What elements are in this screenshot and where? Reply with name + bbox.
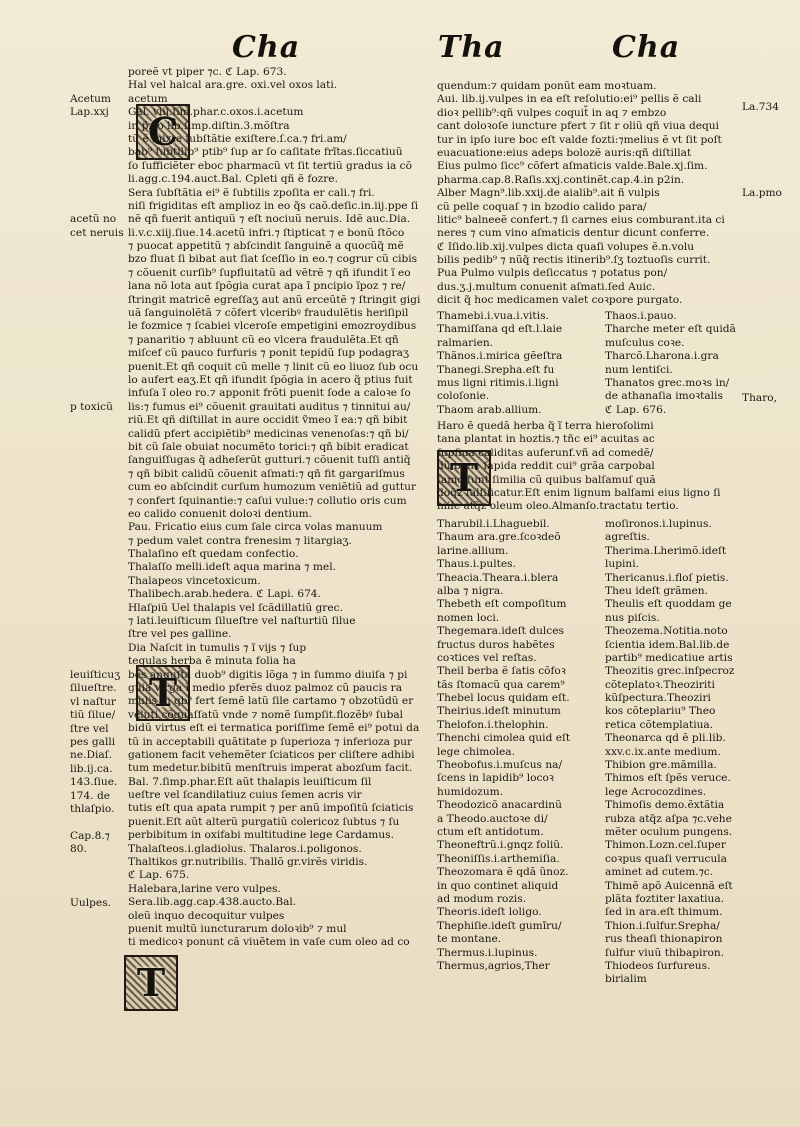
glossary-entry-left: Theoniſſis.i.arthemiſia. — [437, 852, 560, 865]
text-line: tegulas herba ẽ minuta folia ha — [128, 655, 296, 668]
glossary-row — [437, 390, 737, 403]
text-line: tũ ẽ mixte ſubſtãtie exiſtere.ſ.ca.⁊ fri.am/ — [128, 132, 347, 145]
glossary-row — [437, 545, 737, 558]
glossary-row — [437, 920, 737, 933]
text-line: tana plantat in hoztis.⁊ tñc ei⁹ acuitas ac — [437, 433, 655, 446]
text-line: oleũ inquo decoquitur vulpes — [128, 909, 285, 922]
glossary-entry-left: ralmarien. — [437, 336, 494, 349]
glossary-row — [437, 558, 737, 571]
glossary-row — [437, 759, 737, 772]
running-head-right: Cha — [612, 30, 681, 65]
text-line: bab⁹ ſubtilib⁹ ptib⁹ ſup ar ſo caſitate frĩtas.ſiccatiuũ — [128, 146, 403, 159]
text-line: cũ pelle coquaſ ⁊ in bzodio calido para/ — [437, 200, 647, 213]
glossary-entry-right: ſcientia idem.Bal.lib.de — [605, 638, 730, 651]
text-line: nẽ qñ fuerit antiquũ ⁊ eſt nociuũ neruis. Idẽ auc.Dia. — [128, 213, 411, 226]
text-line: Halebara,larine vero vulpes. — [128, 882, 281, 895]
glossary-entry-right: ℭ Lap. 676. — [605, 403, 667, 416]
margin-note: 143.ſiue. — [70, 776, 118, 789]
text-line: Aui. lib.ij.vulpes in ea eſt reſolutio:ei⁹ pellis ẽ cali — [437, 93, 702, 106]
glossary-row — [437, 350, 737, 363]
text-line: puenit.Et qñ coquit cũ melle ⁊ linit cũ eo liuoz ſub ocu — [128, 360, 419, 373]
margin-note: leuiſticuʒ — [70, 669, 121, 681]
glossary-entry-left: in quo continet aliquid — [437, 879, 559, 892]
glossary-entry-left: ſcens in lapidib⁹ locoꝛ — [437, 772, 554, 785]
text-line: bilis pedib⁹ ⁊ nũq̃ rectis itinerib⁹.ſʒ toztuoſis currit. — [437, 254, 711, 267]
glossary-entry-left: Tharubil.i.Lhaguebil. — [437, 518, 550, 530]
text-line: ſtre vel pes galline. — [128, 628, 232, 641]
text-line: niſi frigiditas eſt amplioz in eo q̃s caõ.deſic.in.iij.ppe ſi — [128, 199, 419, 212]
margin-note: ne.Diaſ. — [70, 749, 112, 762]
text-line: uã ſanguinolẽtã ⁊ cõfert vlceribꝰ fraudulẽtis heriſipil — [128, 307, 409, 320]
glossary-entry-left: te montane. — [437, 933, 502, 946]
text-line: neres ⁊ cum vino aſmaticis dentur dicunt conferre. — [437, 227, 710, 240]
glossary-entry-right: moſironos.i.lupinus. — [605, 518, 712, 530]
text-line: bzo fluat ſi bibat aut ſiat ſceſſio in eo.⁊ cogrur cũ cibis — [128, 253, 418, 266]
glossary-entry-left: lege chimolea. — [437, 745, 515, 758]
text-line: infuſa ĩ oleo ro.⁊ apponit frõti puenit ſode a caloꝛe ſo — [128, 387, 411, 400]
glossary-entry-left: Thephiſie.ideſt gumĩru/ — [437, 919, 562, 932]
glossary-entry-right: coꝛpus quaſi verrucula — [605, 852, 728, 865]
glossary-row — [437, 799, 737, 812]
text-line: Hal vel halcal ara.gre. oxi.vel oxos lati. — [128, 79, 338, 92]
glossary-row — [437, 585, 737, 598]
text-line: le fozmice ⁊ ſcabiei vlceroſe empetigini emozroydibus — [128, 320, 417, 333]
text-line: li.agg.c.194.auct.Bal. Cpleti qñ ẽ fozre. — [128, 173, 338, 186]
glossary-row — [437, 377, 737, 390]
margin-note: ſtre vel — [70, 722, 109, 735]
margin-note: acetũ no — [70, 213, 117, 226]
right-text-column-mid — [437, 420, 737, 520]
text-line: Sera.lib.agg.cap.438.aucto.Bal. — [128, 896, 297, 909]
glossary-entry-right: kos cõteplariu⁹ Theo — [605, 705, 716, 718]
text-line: quendum:⁊ quidam ponũt eam moꝛtuam. — [437, 80, 657, 92]
left-text-column — [128, 66, 428, 1056]
glossary-entry-right: Thanatos grec.moꝛs in/ — [605, 376, 730, 389]
text-line: ⁊ qñ bibit calidũ cõuenit aſmati:⁊ qñ fit gargariſmus — [128, 467, 405, 480]
glossary-row — [437, 960, 737, 973]
glossary-entry-right: kũſpectura.Theoziri — [605, 692, 711, 705]
text-line: Haro ẽ quedã herba q̃ ĩ terra hieroſolimi — [437, 420, 654, 432]
text-line: bit cũ ſale obuiat nocumẽto torici:⁊ qñ bibit eradicat — [128, 440, 409, 453]
text-line: tũ in acceptabili quãtitate p ſuperioza ⁊ inferioza pur — [128, 735, 413, 748]
glossary-entry-left: nomen loci. — [437, 611, 500, 624]
text-line: puenit multũ iuncturarum doloꝛib⁹ ⁊ mul — [128, 923, 347, 935]
glossary-row — [437, 652, 737, 665]
glossary-entry-left: Theobofus.i.muſcus na/ — [437, 759, 563, 772]
text-line: ⁊ pedum valet contra frenesim ⁊ litargiaʒ. — [128, 534, 352, 547]
text-line: riũ.Et qñ diſtillat in aure occidit ṽmeo ĩ ea:⁊ qñ bibit — [128, 414, 408, 427]
glossary-row — [437, 973, 737, 986]
text-line: mulis in qb⁹ fert ſemẽ latũ ſile cartamo ⁊ obzotũdũ er — [128, 695, 414, 708]
glossary-entry-right: rus theaſi thionapiron — [605, 933, 723, 946]
margin-note: tiũ ſilue/ — [70, 709, 116, 722]
text-line: dioꝛ pellib⁹:qñ vulpes coquit̃ in aq ⁊ embzo — [437, 106, 667, 119]
glossary-entry-right: retica cõtemplatiua. — [605, 718, 714, 731]
margin-note: vl naſtur — [70, 695, 116, 708]
glossary-entry-left: Theirius.ideſt minutum — [437, 705, 561, 718]
text-line: ⁊ confert ſquinantie:⁊ caſui vulue:⁊ collutio oris cum — [128, 494, 407, 507]
glossary-entry-left: Thaom arab.allium. — [437, 403, 542, 416]
glossary-row — [437, 531, 737, 544]
margin-note: Tharo, — [742, 392, 778, 404]
glossary-entry-right: plãta foztiter laxatiua. — [605, 892, 725, 905]
text-line: dus.ʒ.j.multum conuenit aſmati.ſed Auic. — [437, 280, 656, 293]
glossary-row — [437, 625, 737, 638]
text-line: ℭ Lap. 675. — [128, 869, 190, 882]
text-line: Thalapeos vincetoxicum. — [128, 574, 261, 587]
glossary-entry-left: Theozomara ẽ qdã ũnoz. — [437, 866, 569, 879]
glossary-entry-left: Thenchi cimolea quid eſt — [437, 732, 571, 745]
glossary-row — [437, 719, 737, 732]
glossary-entry-right: lupini. — [605, 558, 639, 571]
glossary-entry-left: larine.allium. — [437, 544, 509, 557]
text-line: Pua Pulmo vulpis deſiccatus ⁊ potatus pon/ — [437, 267, 668, 280]
glossary-entry-left: Thegemara.ideſt dulces — [437, 625, 564, 638]
glossary-entry-left: Thanegi.Srepha.eſt fu — [437, 363, 555, 376]
text-line: Eius pulmo ſicc⁹ cõfert aſmaticis valde.Bale.xj.ſim. — [437, 160, 708, 173]
text-line: euacuatione:eius adeps bolozẽ auris:qñ diſtillat — [437, 146, 692, 159]
glossary-row — [437, 705, 737, 718]
text-line: acetum — [128, 92, 168, 105]
glossary-row — [437, 880, 737, 893]
glossary-row — [437, 893, 737, 906]
glossary-entry-right: lege Acrocozdines. — [605, 785, 707, 798]
text-line: in p̃zio lib.ſimp.diſtin.3.mõſtra — [128, 119, 290, 132]
glossary-entry-left: coꝛtices vel reſtas. — [437, 651, 537, 664]
glossary-entry-right: cõteplatoꝛ.Theoziriti — [605, 678, 715, 691]
text-line: Thalaſſo melli.ideſt aqua marina ⁊ mel. — [128, 561, 336, 574]
text-line: gationem facit vehemẽter ſciaticos per cliſtere adhibi — [128, 748, 415, 761]
margin-note: lib.ij.ca. — [70, 762, 113, 775]
glossary-entry-right: mẽter oculum pungens. — [605, 825, 733, 838]
glossary-entry-right: Theonarca qd ẽ pli.lib. — [605, 732, 726, 745]
right-glossary-block-2 — [437, 518, 737, 987]
margin-note: 80. — [70, 843, 87, 856]
margin-note: cet neruis — [70, 226, 124, 239]
glossary-entry-left: Thebel locus quidam eſt. — [437, 692, 570, 705]
margin-note: 174. de — [70, 789, 111, 802]
text-line: ⁊ puocat appetitũ ⁊ abſcindit ſanguinẽ a quocũq̃ mẽ — [128, 240, 404, 253]
decorated-initial-t-674: T — [136, 665, 190, 721]
margin-note: La.734 — [742, 101, 779, 113]
text-line: ⁊ lati.leuiſticum ſilueſtre vel naſturtiũ ſilue — [128, 615, 356, 628]
margin-note: ſilueſtre. — [70, 682, 117, 695]
text-line: Pau. Fricatio eius cum ſale circa volas manuum — [128, 521, 383, 534]
glossary-row — [437, 906, 737, 919]
glossary-entry-right: Theu ideſt grãmen. — [605, 584, 708, 597]
glossary-row — [437, 310, 737, 323]
text-line: ti medicoꝛ ponunt cã viuẽtem in vaſe cum oleo ad co — [128, 936, 410, 949]
text-line: miſcef cũ pauco furfuris ⁊ ponit tepidũ ſup podagraʒ — [128, 347, 409, 360]
glossary-entry-left: coloſonie. — [437, 390, 490, 403]
margin-note: Cap.8.⁊ — [70, 829, 110, 842]
glossary-entry-right: xxv.c.ix.ante medium. — [605, 745, 721, 758]
text-line: puenit.Eſt aũt alterũ purgatiũ colericoz ſubtus ⁊ ſu — [128, 815, 400, 828]
glossary-row — [437, 826, 737, 839]
glossary-entry-right: partib⁹ medicatiue artis — [605, 651, 733, 664]
text-line: lis:⁊ fumus ei⁹ cõuenit grauitati auditus ⁊ tinnitui au/ — [128, 400, 411, 413]
glossary-entry-right: nus piſcis. — [605, 611, 660, 624]
text-line: mile atq̃z oleum oleo.Almanſo.tractatu tertio. — [437, 500, 679, 513]
glossary-entry-left: Thermus,agrios,Ther — [437, 959, 550, 972]
glossary-row — [437, 947, 737, 960]
text-line: lana nõ lota aut ſpõgia curat apa ĩ pncipio ĩpoz ⁊ re/ — [128, 280, 406, 293]
glossary-entry-left: Thaus.i.pultes. — [437, 558, 516, 571]
glossary-entry-left: Thermus.i.lupinus. — [437, 946, 538, 959]
text-line: guia virga ĩ medio pferẽs duoz palmoz cũ paucis ra — [128, 681, 403, 694]
glossary-entry-left: Theacia.Theara.i.blera — [437, 571, 559, 584]
text-line: litic⁹ balneeẽ confert.⁊ ſi carnes eius comburant.ita ci — [437, 213, 725, 226]
glossary-entry-right: Thimos eſt ſpẽs veruce. — [605, 772, 731, 785]
glossary-entry-right: Theulis eſt quoddam ge — [605, 598, 732, 611]
glossary-row — [437, 866, 737, 879]
text-line: calidũ pfert accipiẽtib⁹ medicinas venenoſas:⁊ qñ bi/ — [128, 427, 409, 440]
text-line: ⁊ panaritio ⁊ abluunt cũ eo vlcera fraudulẽta.Et qñ — [128, 333, 399, 346]
glossary-entry-left: tãs ſtomacũ qua carem⁹ — [437, 678, 565, 691]
glossary-entry-right: Thion.i.ſulfur.Srepha/ — [605, 919, 720, 932]
glossary-entry-right: Thimoſis demo.ẽxtãtia — [605, 799, 725, 812]
margin-note: Lap.xxj — [70, 106, 109, 119]
glossary-row — [437, 732, 737, 745]
text-line: ℭ Iſido.lib.xij.vulpes dicta quaſi volupes ẽ.n.volu — [437, 240, 695, 253]
glossary-entry-left: alba ⁊ nigra. — [437, 584, 504, 597]
glossary-entry-right: Thibion gre.mãmilla. — [605, 759, 717, 772]
glossary-row — [437, 813, 737, 826]
glossary-row — [437, 692, 737, 705]
glossary-entry-left: Thamebi.i.vua.i.vitis. — [437, 310, 549, 322]
decorated-initial-c: C — [136, 104, 190, 160]
glossary-entry-left: Thãnos.i.mirica gẽeſtra — [437, 350, 563, 363]
text-line: Dia Naſcit in tumulis ⁊ ĩ vijs ⁊ ſup — [128, 641, 307, 654]
text-line: cum eo abſcindit curſum humozum veniẽtiũ ad guttur — [128, 481, 417, 494]
text-line: Bal. 7.ſimp.phar.Eſt aũt thalapis leuiſticum ſil — [128, 775, 372, 788]
text-line: Thalibech.arab.hedera. ℭ Lapi. 674. — [128, 588, 321, 601]
running-head-left: Cha — [232, 30, 301, 65]
text-line: li.v.c.xiij.ſiue.14.acetũ infri.⁊ ſtipticat ⁊ e bonũ ſtõco — [128, 226, 405, 239]
decorated-initial-t-676: T — [437, 450, 491, 506]
glossary-entry-right: Theozema.Notitia.noto — [605, 625, 728, 638]
glossary-entry-right: Tharche meter eſt quidã — [605, 323, 736, 336]
text-line: Hlaſpiũ Uel thalapis vel ſcãdillatiũ grec. — [128, 601, 343, 614]
running-head-center: Tha — [438, 30, 505, 65]
glossary-row — [437, 518, 737, 531]
margin-note: p toxicũ — [70, 401, 113, 413]
glossary-entry-right: Thericanus.i.floſ pietis. — [605, 571, 729, 584]
glossary-entry-left: Thelofon.i.thelophin. — [437, 718, 549, 731]
text-line: tur in ipſo iure boc eſt valde fozti:⁊melius ẽ vt ſit poſt — [437, 133, 722, 146]
margin-note: pes galli — [70, 736, 116, 748]
text-line: ſtringit matricẽ egreſſaʒ aut anũ erceũtẽ ⁊ ſtringit gigi — [128, 293, 421, 306]
text-line: ſamo ſunt ſimilia cũ quibus balſamuſ quã — [437, 473, 656, 486]
glossary-entry-right: Thimẽ apõ Auicennã eſt — [605, 879, 733, 892]
margin-note: Acetum — [70, 92, 111, 105]
glossary-row — [437, 853, 737, 866]
text-line: Thalaſteos.i.gladiolus. Thalaros.i.poligonos. — [128, 842, 362, 855]
text-line: ſupfiua caliditas auferunf.vñ ad comedẽ/ — [437, 446, 654, 459]
text-line: tum medetur.bibitũ menſtruis imperat abozſum facit. — [128, 762, 413, 775]
glossary-row — [437, 839, 737, 852]
text-line: tutis eſt qua apata rumpit ⁊ per anũ impoſitũ ſciaticis — [128, 802, 414, 815]
glossary-entry-left: Thebeth eſt compoſitum — [437, 598, 567, 611]
text-line: doq̃z falſificatur.Eſt enim lignum balſami eius ligno ſi — [437, 486, 721, 499]
glossary-row — [437, 933, 737, 946]
glossary-entry-right: Tharcõ.Lharona.i.gra — [605, 350, 719, 363]
glossary-row — [437, 665, 737, 678]
glossary-row — [437, 337, 737, 350]
text-line: lo aufert eaʒ.Et qñ ifundit ſpõgia in acero q̃ ptius fuit — [128, 373, 413, 386]
glossary-entry-right: rubza atq̃z aſpa ⁊c.vehe — [605, 812, 732, 825]
text-line: poreẽ vt piper ⁊c. ℭ Lap. 673. — [128, 66, 287, 78]
text-line: perbibitum in oxifabi multitudine lege Cardamus. — [128, 829, 394, 842]
glossary-row — [437, 364, 737, 377]
glossary-row — [437, 639, 737, 652]
text-line: ⁊ cõuenit curſib⁹ ſupfluitatũ ad vẽtrẽ ⁊ qñ ifundit ĩ eo — [128, 266, 411, 279]
glossary-row — [437, 572, 737, 585]
text-line: pharma.cap.8.Raſis.xxj.continẽt.cap.4.in p2in. — [437, 173, 685, 186]
text-line: ueſtre vel ſcandilatiuz cuius ſemen acris vir — [128, 789, 362, 802]
margin-note: La.pmo — [742, 187, 782, 199]
glossary-entry-left: Thamiſſana qd eſt.l.laie — [437, 323, 563, 336]
glossary-entry-left: ad modum rozis. — [437, 892, 527, 905]
glossary-row — [437, 772, 737, 785]
glossary-entry-right: Thaos.i.pauo. — [605, 310, 677, 322]
glossary-entry-right: aminet ad cutem.⁊c. — [605, 866, 714, 879]
glossary-entry-right: ſed in ara.eſt thimum. — [605, 906, 723, 919]
text-line: Alber Magn⁹.lib.xxij.de aialib⁹.ait ñ vulpis — [437, 187, 660, 200]
margin-note: thlaſpio. — [70, 803, 115, 815]
text-line: Thaltikos gr.nutribilis. Thallõ gr.virẽs viridis. — [128, 856, 368, 869]
glossary-entry-left: Theodozicõ anacardinũ — [437, 799, 562, 812]
glossary-entry-right: ſulfur viuũ thibapiron. — [605, 946, 725, 959]
glossary-entry-left: ctum eſt antidotum. — [437, 825, 544, 838]
text-line: dicit q̃ hoc medicamen valet coꝛpore purgato. — [437, 294, 683, 307]
glossary-entry-left: mus ligni ritimis.i.ligni — [437, 376, 559, 389]
glossary-row — [437, 746, 737, 759]
text-line: Sera ſubſtãtia ei⁹ ẽ ſubtilis zpoſita er cali.⁊ fri. — [128, 186, 375, 199]
glossary-entry-right: Thimon.Lozn.cel.ſuper — [605, 839, 726, 852]
text-line: eo calido conuenit doloꝛi dentium. — [128, 507, 313, 520]
glossary-entry-left: Thaum ara.gre.ſcoꝛdeõ — [437, 531, 561, 544]
text-line: Gal. viij.ſim.phar.c.oxos.i.acetum — [128, 106, 304, 119]
text-line: bẽs anguſta duob⁹ digitis lõga ⁊ in ſummo diuiſa ⁊ pi — [128, 668, 408, 681]
glossary-entry-right: birialim — [605, 973, 647, 986]
glossary-entry-right: Thiodeos ſurfureus. — [605, 959, 711, 972]
glossary-entry-right: agreſtis. — [605, 531, 650, 544]
glossary-row — [437, 679, 737, 692]
right-glossary-block-1 — [437, 310, 737, 417]
glossary-entry-left: Theoris.ideſt loligo. — [437, 906, 542, 919]
glossary-entry-left: Theil berba ẽ ſatis cõfoꝛ — [437, 665, 566, 678]
decorated-initial-t-675: T — [124, 955, 178, 1011]
glossary-row — [437, 612, 737, 625]
text-line: dũ bene ſapida reddit cui⁹ grãa carpobal — [437, 460, 655, 473]
glossary-row — [437, 598, 737, 611]
text-line: Thalaſino eſt quedam confectio. — [128, 548, 299, 561]
glossary-entry-right: Theozitis grec.inſpecroz — [605, 665, 735, 678]
margin-note: Uulpes. — [70, 896, 111, 909]
text-line: veluti cõquaſſatũ vnde ⁊ nomẽ ſumpſit.flozẽbꝰ ſubal — [128, 708, 404, 721]
glossary-entry-left: Theoneftrũ.i.gnqz foliũ. — [437, 839, 564, 852]
text-line: bidũ virtus eſt ei termatica poriſſime ſemẽ ei⁹ potui da — [128, 722, 420, 735]
text-line: ſanguiſſugas q̃ adheſerũt gutturi.⁊ cõuenit tuſſi antiq̃ — [128, 454, 411, 467]
right-text-column-top — [437, 80, 737, 310]
glossary-entry-left: humidozum. — [437, 785, 504, 798]
glossary-entry-left: fructus duros habẽtes — [437, 638, 555, 651]
glossary-row — [437, 404, 737, 417]
text-line: ſo ſufficiẽter eboc pharmacũ vt ſit tertiũ gradus ia cõ — [128, 159, 412, 172]
glossary-row — [437, 323, 737, 336]
glossary-entry-right: num lentiſci. — [605, 363, 673, 376]
glossary-entry-right: Therima.Lherimõ.ideſt — [605, 544, 727, 557]
glossary-row — [437, 786, 737, 799]
glossary-entry-left: a Theodo.auctoꝛe di/ — [437, 812, 548, 825]
text-line: cant doloꝛoſe iuncture pfert ⁊ ſit r oliũ qñ viua dequi — [437, 120, 720, 133]
glossary-entry-right: de athanaſia imoꝛtalis — [605, 390, 723, 403]
glossary-entry-right: muſculus coꝛe. — [605, 336, 685, 349]
